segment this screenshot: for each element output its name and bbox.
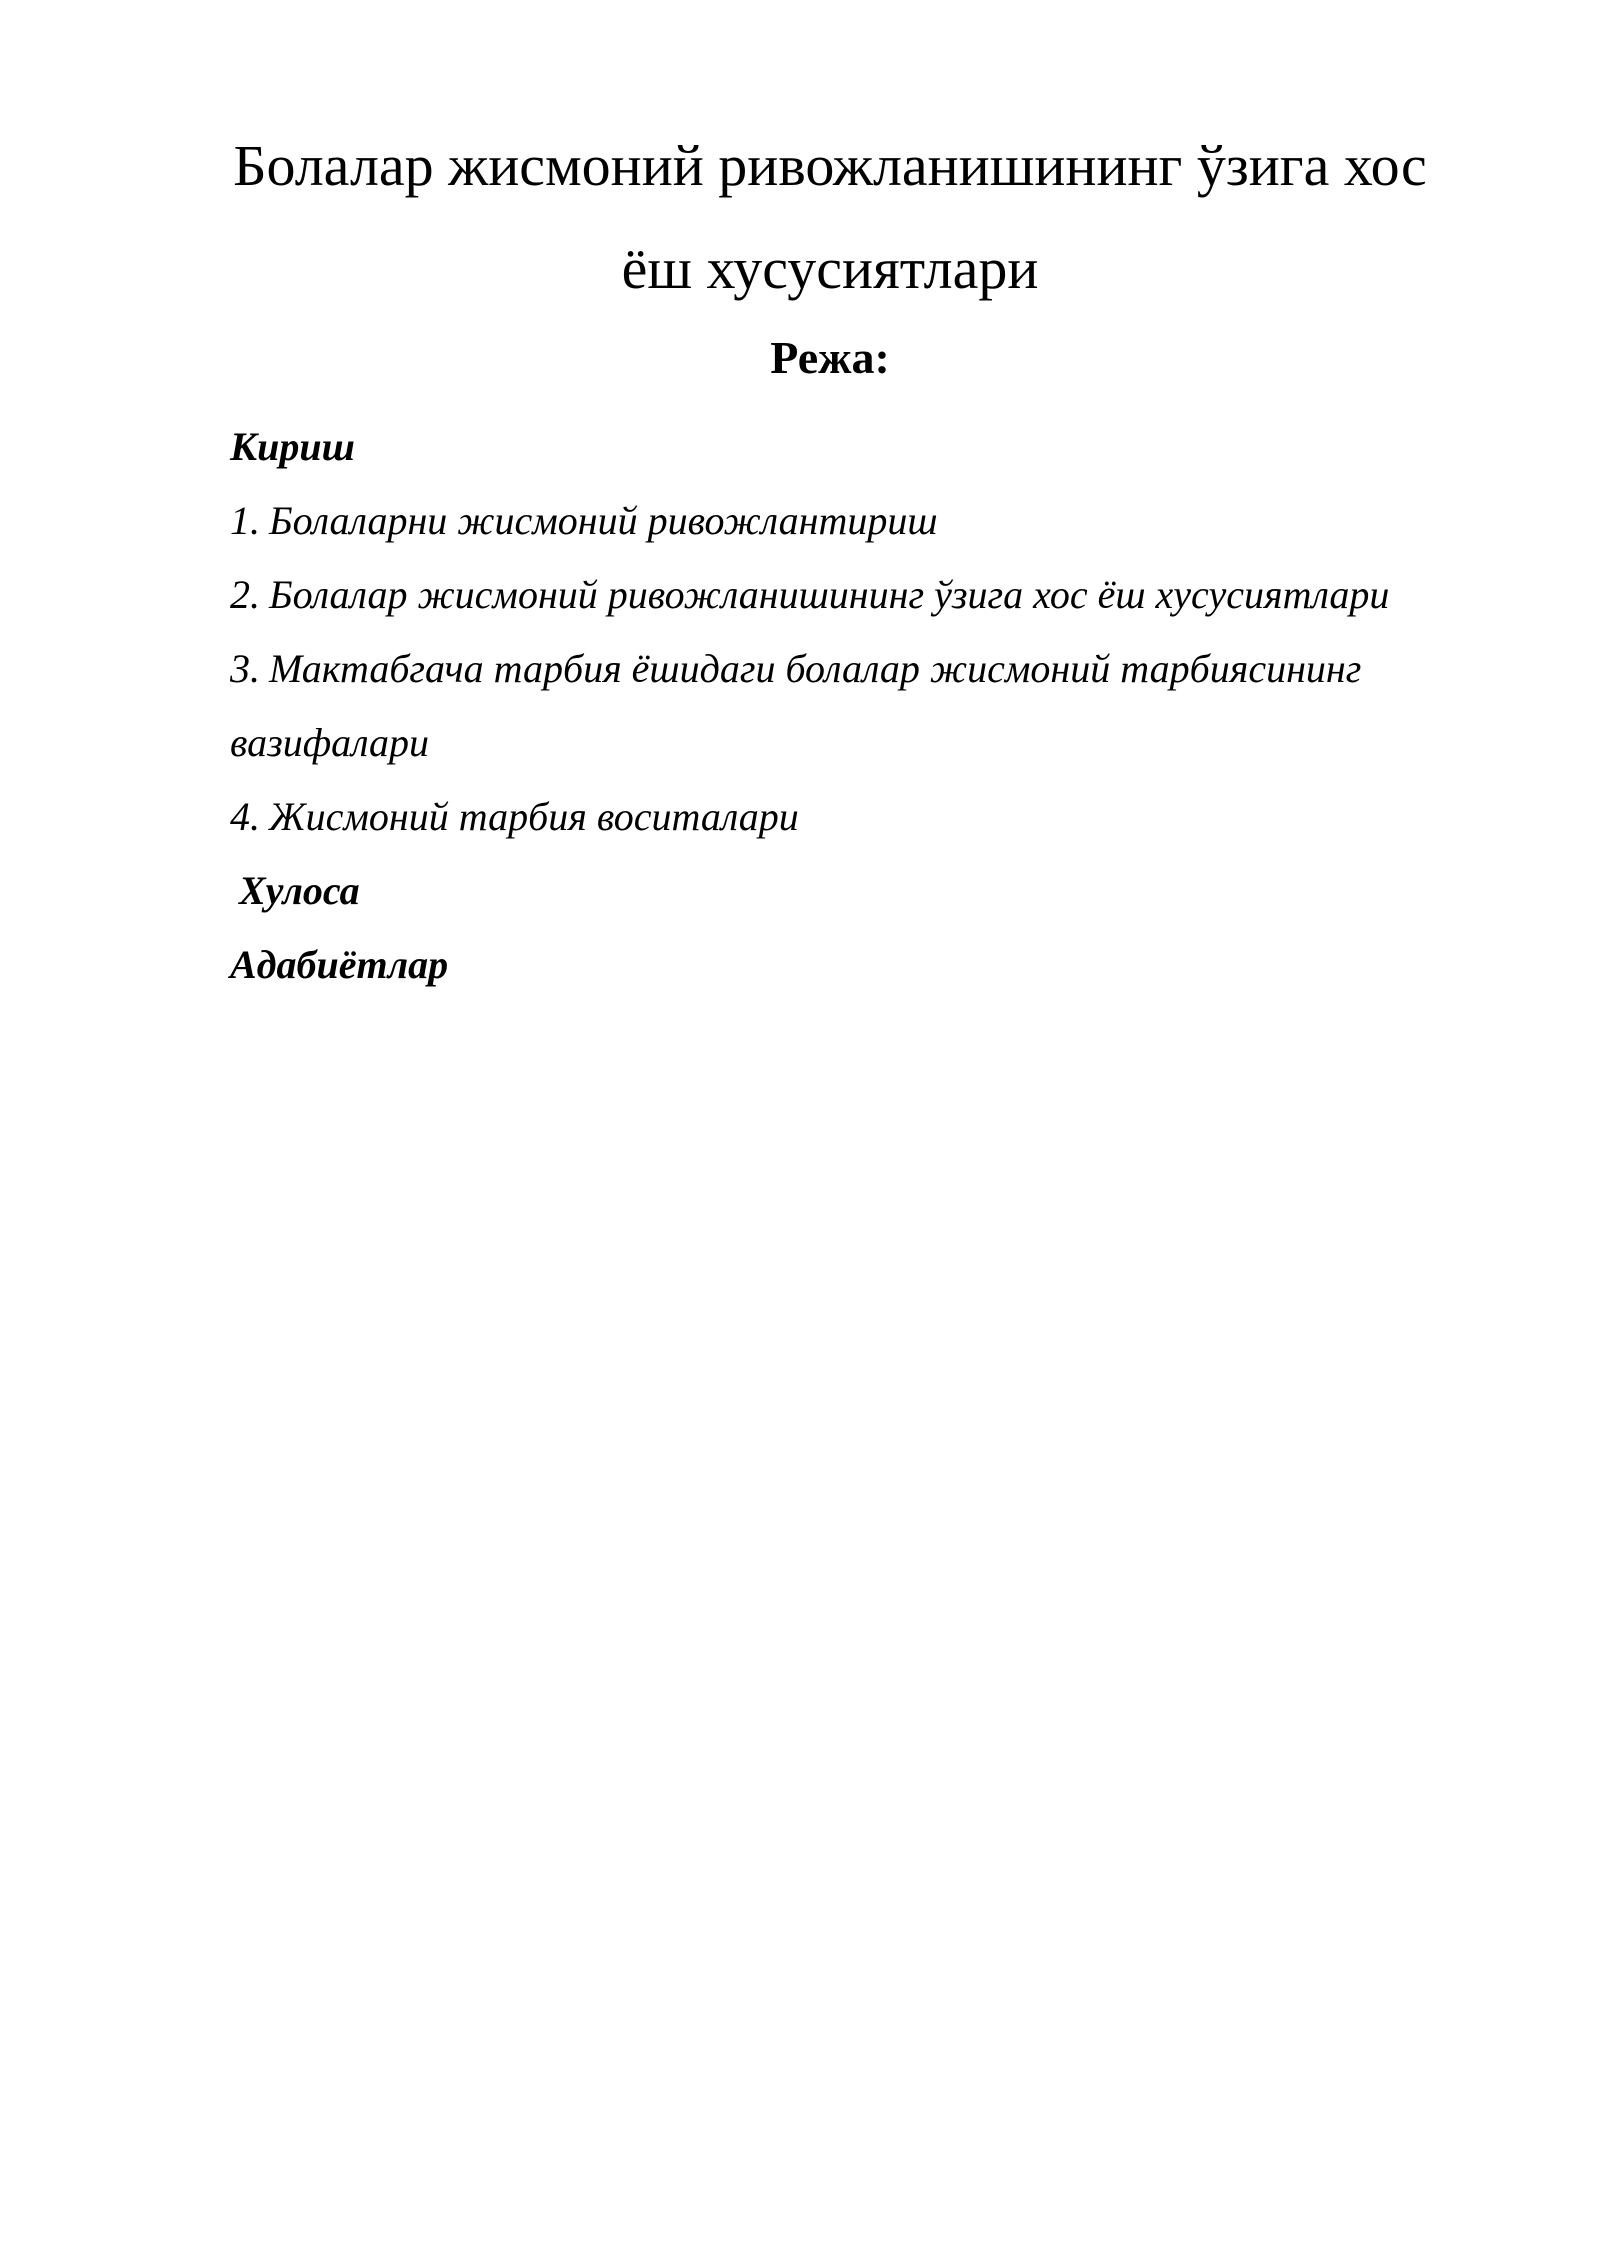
plan-item-number: 4. — [230, 794, 260, 839]
plan-item-text: Болалар жисмоний ривожланишининг ўзига хос ёш хусусиятлари — [269, 572, 1390, 617]
plan-heading: Режа: — [770, 332, 890, 383]
plan-item-2 — [230, 558, 1530, 632]
plan-item-text: Болаларни жисмоний ривожлантириш — [269, 498, 938, 543]
document-title-line-2: ёш хусусиятлари — [621, 236, 1039, 301]
document-title-line-1: Болалар жисмоний ривожланишининг ўзига хос — [233, 133, 1427, 198]
plan-item-1 — [230, 484, 1530, 558]
plan-list — [230, 410, 1530, 1002]
plan-item-3 — [230, 632, 1530, 706]
plan-item-text: Мактабгача тарбия ёшидаги болалар жисмоний тарбиясининг — [269, 646, 1362, 691]
plan-item-number: 3. — [230, 646, 260, 691]
plan-item-number: 2. — [230, 572, 260, 617]
plan-references: Адабиётлар — [230, 942, 449, 987]
plan-item-text: Жисмоний тарбия воситалари — [269, 794, 799, 839]
plan-item-number: 1. — [230, 498, 260, 543]
plan-conclusion: Хулоса — [239, 868, 360, 913]
plan-intro: Кириш — [230, 424, 355, 469]
plan-item-4 — [230, 780, 1530, 854]
plan-item-3-continuation: вазифалари — [230, 720, 430, 765]
